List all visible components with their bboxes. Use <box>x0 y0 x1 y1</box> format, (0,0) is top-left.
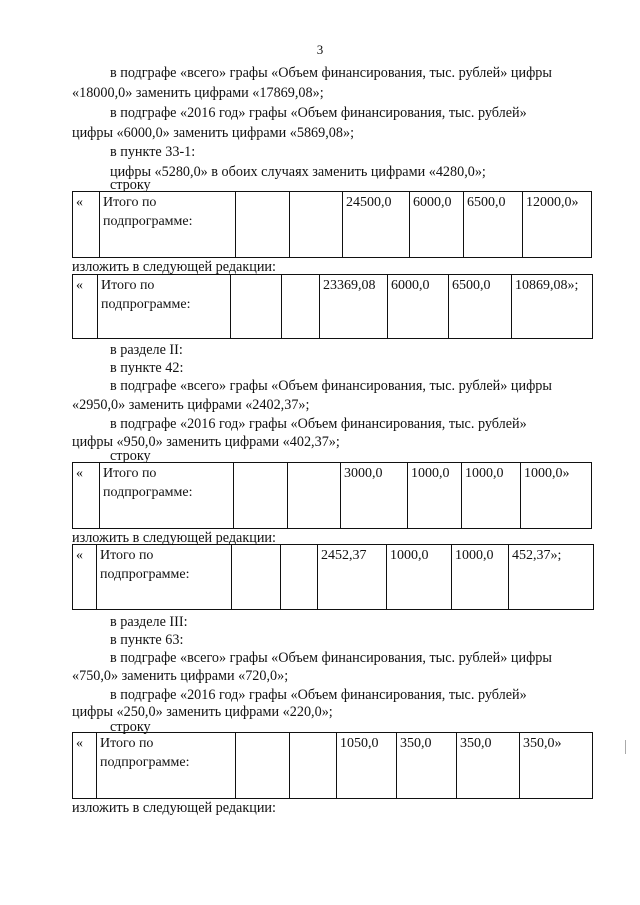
text-line: в разделе II: <box>110 342 183 358</box>
text-line: в подграфе «всего» графы «Объем финансирования, тыс. рублей» цифры <box>110 650 552 666</box>
text-line: цифры «6000,0» заменить цифрами «5869,08»; <box>72 125 355 141</box>
table-row <box>73 463 592 529</box>
label-cell: Итого по подпрограмме: <box>97 733 236 799</box>
text-line: в подграфе «всего» графы «Объем финансирования, тыс. рублей» цифры <box>110 378 552 394</box>
quote-cell: « <box>73 463 100 529</box>
text-line: цифры «950,0» заменить цифрами «402,37»; <box>72 434 340 450</box>
text-line: строку <box>110 448 151 464</box>
empty-cell <box>282 275 320 339</box>
text-line: изложить в следующей редакции: <box>72 259 276 275</box>
table-old-row <box>72 462 592 529</box>
text-line: в подграфе «2016 год» графы «Объем финансирования, тыс. рублей» <box>110 105 527 121</box>
year-2016-cell: 1000,0 <box>387 545 452 610</box>
year-2018-cell: 1000,0» <box>521 463 592 529</box>
text-line: «750,0» заменить цифрами «720,0»; <box>72 668 289 684</box>
year-2018-cell: 350,0» <box>520 733 593 799</box>
text-line: изложить в следующей редакции: <box>72 800 276 816</box>
text-line: цифры «250,0» заменить цифрами «220,0»; <box>72 704 333 720</box>
total-cell: 1050,0 <box>337 733 397 799</box>
table-row <box>73 545 594 610</box>
text-line: в пункте 63: <box>110 632 184 648</box>
year-2018-cell: 452,37»; <box>509 545 594 610</box>
total-cell: 23369,08 <box>320 275 388 339</box>
page-number: 3 <box>316 42 324 57</box>
text-line: в пункте 33-1: <box>110 144 196 160</box>
text-line: в подграфе «2016 год» графы «Объем финансирования, тыс. рублей» <box>110 416 527 432</box>
text-line: изложить в следующей редакции: <box>72 530 276 546</box>
empty-cell <box>232 545 281 610</box>
text-line: в пункте 42: <box>110 360 184 376</box>
text-line: цифры «5280,0» в обоих случаях заменить цифрами «4280,0»; <box>110 164 486 180</box>
quote-cell: « <box>73 192 100 258</box>
quote-cell: « <box>73 545 97 610</box>
table-row <box>73 275 593 339</box>
empty-cell <box>288 463 341 529</box>
total-cell: 2452,37 <box>318 545 387 610</box>
table-row <box>73 192 592 258</box>
table-old-row <box>72 191 592 258</box>
year-2017-cell: 6500,0 <box>464 192 523 258</box>
quote-cell: « <box>73 733 97 799</box>
year-2018-cell: 12000,0» <box>523 192 592 258</box>
label-cell: Итого по подпрограмме: <box>98 275 231 339</box>
text-line: в подграфе «2016 год» графы «Объем финансирования, тыс. рублей» <box>110 687 527 703</box>
year-2017-cell: 1000,0 <box>452 545 509 610</box>
empty-cell <box>234 463 288 529</box>
year-2016-cell: 1000,0 <box>408 463 462 529</box>
table-new-row <box>72 544 594 610</box>
year-2017-cell: 1000,0 <box>462 463 521 529</box>
label-cell: Итого по подпрограмме: <box>97 545 232 610</box>
table-row <box>73 733 593 799</box>
empty-cell <box>236 192 290 258</box>
year-2016-cell: 6000,0 <box>410 192 464 258</box>
year-2017-cell: 6500,0 <box>449 275 512 339</box>
year-2016-cell: 6000,0 <box>388 275 449 339</box>
scan-artifact <box>625 740 626 754</box>
empty-cell <box>231 275 282 339</box>
label-cell: Итого по подпрограмме: <box>100 192 236 258</box>
empty-cell <box>281 545 318 610</box>
total-cell: 3000,0 <box>341 463 408 529</box>
year-2017-cell: 350,0 <box>457 733 520 799</box>
empty-cell <box>236 733 290 799</box>
text-line: в подграфе «всего» графы «Объем финансирования, тыс. рублей» цифры <box>110 65 552 81</box>
text-line: строку <box>110 719 151 735</box>
empty-cell <box>290 192 343 258</box>
text-line: в разделе III: <box>110 614 188 630</box>
total-cell: 24500,0 <box>343 192 410 258</box>
text-line: «18000,0» заменить цифрами «17869,08»; <box>72 85 324 101</box>
quote-cell: « <box>73 275 98 339</box>
year-2016-cell: 350,0 <box>397 733 457 799</box>
text-line: «2950,0» заменить цифрами «2402,37»; <box>72 397 310 413</box>
empty-cell <box>290 733 337 799</box>
table-old-row <box>72 732 593 799</box>
table-new-row <box>72 274 593 339</box>
text-line: строку <box>110 177 151 193</box>
year-2018-cell: 10869,08»; <box>512 275 593 339</box>
label-cell: Итого по подпрограмме: <box>100 463 234 529</box>
